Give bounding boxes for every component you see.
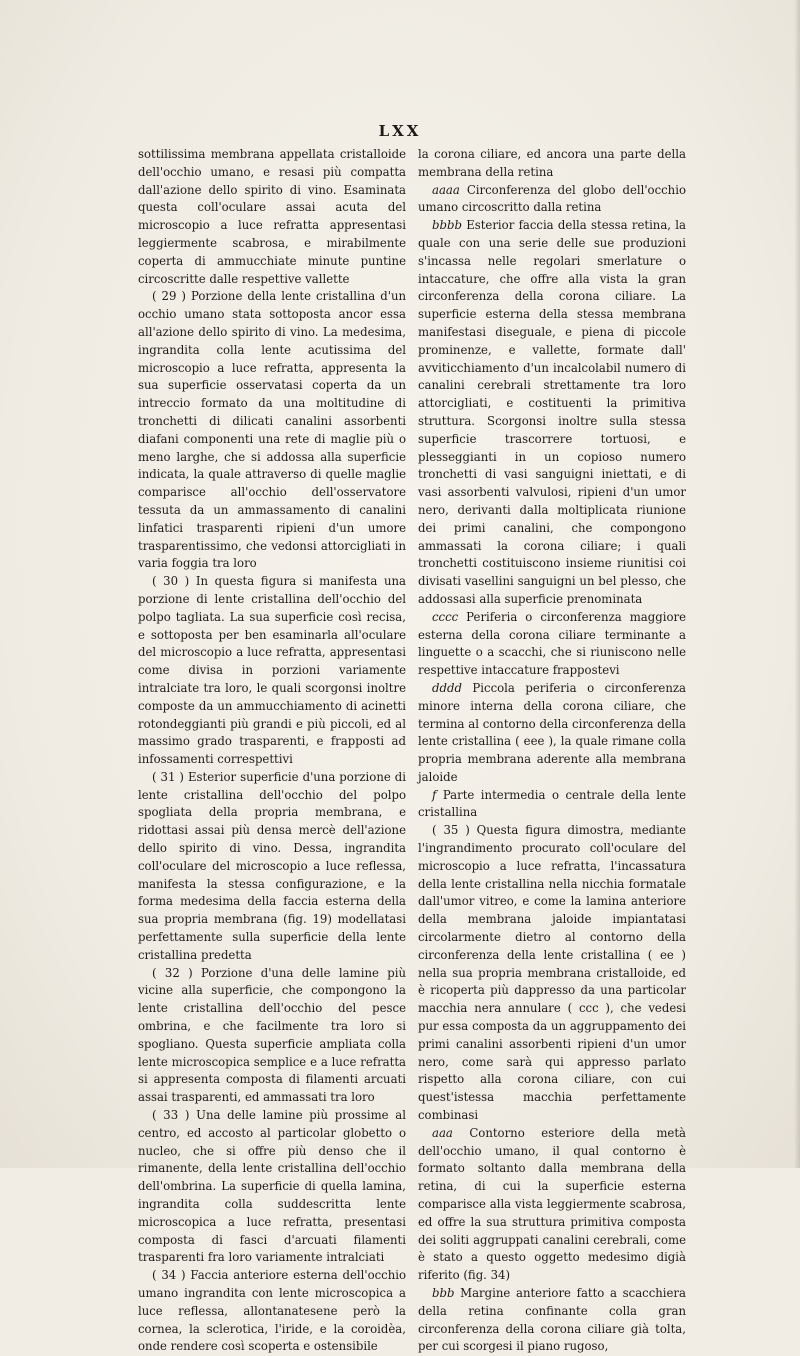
paragraph-fig-29: ( 29 ) Porzione della lente cristallina d'un occhio umano stata sottoposta ancor essa all'azione dello spirito di vino. La medesima, ingrandita colla lente acutissima del microscopio a luce refratta, appresenta la sua superficie osservatasi coperta da un intreccio formato da una moltitudine di tronchetti di dilicati canalini assorbenti diafani componenti una rete di maglie più o meno larghe, che si addossa alla superficie indicata, la quale attraverso di quelle maglie comparisce all'occhio dell'osservatore tessuta da un ammassamento di canalini linfatici trasparenti ripieni d'un umore trasparentissimo, che vedonsi attorcigliati in varia foggia tra loro — [138, 289, 406, 571]
legend-label: bbbb — [432, 218, 462, 233]
paragraph-continuation: sottilissima membrana appellata cristalloide dell'occhio umano, e resasi più compatta dall'azione dello spirito di vino. Esaminata questa coll'oculare assai acuta del microscopio a luce refratta appresentasi leggiermente scabrosa, e mirabilmente coperta di ammucchiate minute puntine circoscritte dalle respettive vallette — [138, 147, 406, 286]
paragraph-text: la corona ciliare, ed ancora una parte della membrana della retina — [418, 147, 686, 179]
left-column — [138, 146, 406, 1354]
paragraph-fig-31: ( 31 ) Esterior superficie d'una porzione di lente cristallina dell'occhio del polpo spogliata della propria membrana, e ridottasi assai più densa mercè dell'azione dello spirito di vino. Dessa, ingrandita coll'oculare del microscopio a luce reflessa, manifesta la stessa configurazione, e la forma medesima della faccia esterna della sua propria membrana (fig. 19) modellatasi perfettamente sulla superficie della lente cristallina predetta — [138, 769, 406, 962]
page-edge-shadow — [794, 0, 800, 1168]
page-number: LXX — [378, 122, 422, 140]
legend-item-bbb — [418, 1285, 686, 1356]
legend-item-f — [418, 787, 686, 823]
legend-text: Esterior faccia della stessa retina, la quale con una serie delle sue produzioni s'incassa nelle regolari smerlature o intaccature, che offre alla vista la gran circonferenza della corona ciliare. La superficie esterna della stessa membrana manifestasi diseguale, e piena di piccole prominenze, e vallette, formate dall' avviticchiamento d'un incalcolabil numero di canalini cerebrali strettamente tra loro attorcigliati, e costituenti la primitiva struttura. Scorgonsi inoltre sulla stessa superficie trascorrere tortuosi, e plesseggianti in un copioso numero tronchetti di vasi sanguigni iniettati, e di vasi assorbenti valvulosi, ripieni d'un umor nero, derivanti dalla moltiplicata riunione dei primi canalini, che compongono ammassati la corona ciliare; i quali tronchetti costituiscono insieme riunitisi coi divisati vasellini sanguigni un bel plesso, che addossasi alla superficie prenominata — [418, 218, 686, 606]
legend-item-aaaa — [418, 182, 686, 218]
legend-label: dddd — [432, 680, 462, 695]
legend-text: Circonferenza del globo dell'occhio umano circoscritto dalla retina — [418, 182, 686, 215]
paragraph-fig-34: ( 34 ) Faccia anteriore esterna dell'occhio umano ingrandita con lente microscopica a luce reflessa, allontanatesene però la cornea, la sclerotica, l'iride, e la coroidèa, onde rendere così scoperta e ostensibile — [138, 1268, 406, 1354]
paragraph-continuation — [418, 146, 686, 182]
paragraph-fig-33: ( 33 ) Una delle lamine più prossime al centro, ed accosto al particolar globetto o nucleo, che si offre più denso che il rimanente, della lente cristallina dell'occhio dell'ombrina. La superficie di quella lamina, ingrandita colla suddescritta lente microscopica a luce refratta, presentasi composta di fasci d'arcuati filamenti trasparenti fra loro variamente intralciati — [138, 1108, 406, 1265]
legend-item-dddd — [418, 680, 686, 787]
legend-label: aaa — [432, 1125, 453, 1140]
paragraph-fig-30: ( 30 ) In questa figura si manifesta una porzione di lente cristallina dell'occhio del polpo tagliata. La sua superficie così recisa, e sottoposta per ben esaminarla all'oculare del microscopio a luce refratta, appresentasi come divisa in porzioni variamente intralciate tra loro, le quali scorgonsi inoltre composte da un ammucchiamento di acinetti rotondeggianti più grandi e più piccoli, ed al massimo grado trasparenti, e frapposti ad infossamenti correspettivi — [138, 574, 406, 767]
legend-item-bbbb — [418, 217, 686, 609]
paragraph-fig-35 — [418, 822, 686, 1125]
legend-label: f — [432, 787, 437, 802]
legend-item-aaa — [418, 1125, 686, 1285]
legend-text: Parte intermedia o centrale della lente cristallina — [418, 787, 686, 820]
legend-item-cccc — [418, 609, 686, 680]
legend-text: Periferia o circonferenza maggiore esterna della corona ciliare terminante a linguette o a scacchi, che si riuniscono nelle respettive intaccature frappostevi — [418, 609, 686, 678]
legend-label: aaaa — [432, 182, 460, 197]
right-column — [418, 146, 686, 1354]
paragraph-fig-32: ( 32 ) Porzione d'una delle lamine più vicine alla superficie, che compongono la lente cristallina dell'occhio del pesce ombrina, e che facilmente tra loro si spogliano. Questa superficie ampliata colla lente microscopica semplice e a luce refratta si appresenta composta di filamenti arcuati assai trasparenti, ed ammassati tra loro — [138, 965, 406, 1105]
legend-text: Margine anteriore fatto a scacchiera della retina confinante colla gran circonferenza della corona ciliare già tolta, per cui scorgesi il piano rugoso, — [418, 1286, 686, 1354]
legend-label: cccc — [432, 609, 459, 624]
legend-label: bbb — [432, 1286, 455, 1300]
paragraph-text: ( 35 ) Questa figura dimostra, mediante l'ingrandimento procurato coll'oculare del microscopio a luce refratta, l'incassatura della lente cristallina nella nicchia formatale dall'umor vitreo, e come la lamina anteriore della membrana jaloide impiantatasi circolarmente dietro al contorno della circonferenza della lente cristallina ( ee ) nella sua propria membrana cristalloide, ed è ricoperta più dappresso da una particolar macchia nera annulare ( ccc ), che vedesi pur essa composta da un aggruppamento dei primi canalini assorbenti ripieni d'un umor nero, come sarà qui appresso parlato rispetto alla corona ciliare, con cui quest'istessa macchia perfettamente combinasi — [418, 823, 686, 1123]
legend-text: Contorno esteriore della metà dell'occhio umano, il qual contorno è formato soltanto dalla membrana della retina, di cui la superficie esterna comparisce alla vista leggiermente scabrosa, ed offre la sua struttura primitiva composta dei soliti aggruppati canalini cerebrali, come è stato a questo oggetto medesimo digià riferito (fig. 34) — [418, 1125, 686, 1283]
legend-text: Piccola periferia o circonferenza minore interna della corona ciliare, che termina al contorno della circonferenza della lente cristallina ( eee ), la quale rimane colla propria membrana aderente alla membrana jaloide — [418, 680, 686, 784]
